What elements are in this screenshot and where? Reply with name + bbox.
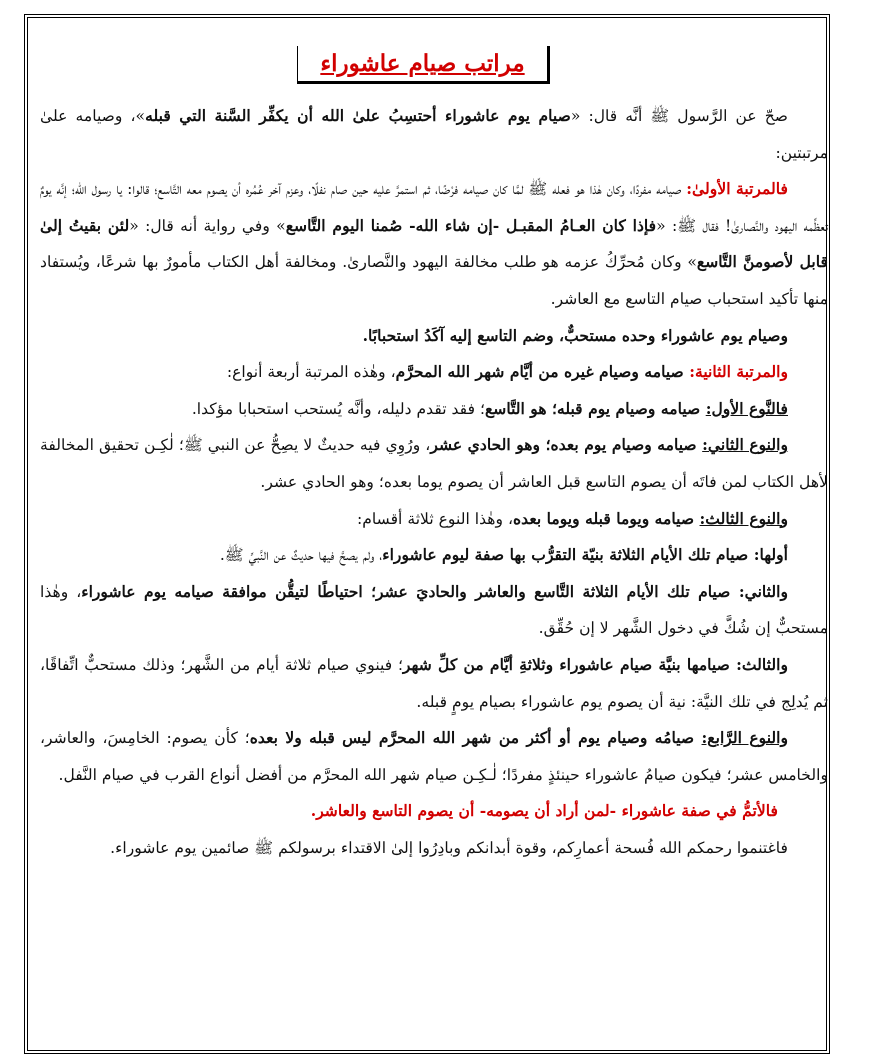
type-one-bold: صيامه وصيام يوم قبله؛ هو التَّاسع [484, 398, 706, 418]
type-four-paragraph [40, 720, 828, 793]
section-two-text: ، وهٰذا مستحبٌّ إن شُكَّ في دخول الشَّهر لا إن حُقِّق. [40, 582, 828, 638]
section-one-bold: صيام تلك الأيام الثلاثة بنيّة التقرُّب بها صفة ليوم عاشوراء [382, 545, 754, 565]
type-four-bold: صيامُه وصيام يوم أو أكثر من شهر الله المحرَّم ليس قبله ولا بعده [249, 728, 702, 748]
section-two-bold: صيام تلك الأيام الثلاثة التَّاسع والعاشر والحاديَ عشر؛ احتياطًا لتيقُّن موافقة صيامه يوم عاشوراء [81, 581, 739, 601]
type-four-label: والنوع الرَّابع: [701, 728, 789, 748]
section-one-label: أولها: [753, 545, 788, 565]
section-two-label: والثاني: [738, 581, 788, 601]
rank-one-paragraph [40, 171, 828, 317]
intro-text-end: »، وصيامه علىٰ مرتبتين: [40, 107, 828, 162]
type-three-bold: صيامه ويوما قبله ويوما بعده [513, 508, 700, 528]
section-three-bold: صيامها بنيَّة صيام عاشوراء وثلاثةِ أيَّام من كلِّ شهر [402, 654, 737, 674]
conclusion: فالأتمُّ في صفة عاشوراء -لمن أراد أن يصومه- أن يصوم التاسع والعاشر. [310, 801, 778, 821]
intro-hadith: صيام يوم عاشوراء أحتسِبُ علىٰ الله أن يكفِّر السَّنة التي قبله [145, 106, 571, 125]
section-two-paragraph [40, 574, 828, 647]
section-one-paragraph [40, 537, 828, 574]
closing-paragraph: فاغتنموا رحمكم الله فُسحة أعمارِكم، وقوة أبدانكم وبادِرُوا إلىٰ الاقتداء برسولكم ﷺ صائمين يوم عاشوراء. [110, 838, 788, 857]
section-three-label: والثالث: [736, 654, 788, 674]
type-one-text: ؛ فقد تقدم دليله، وأنَّه يُستحب استحبابا مؤكدا. [191, 399, 485, 418]
type-one-label: فالنَّوع الأول: [705, 398, 788, 418]
document-body [40, 98, 828, 866]
rank-one-text: صيامه مفردًا، وكان هٰذا هو فعله ﷺ لمَّا كان صيامه فرْضًا، ثم استمرَّ عليه حين صام نفلًا، وعزم آخر عُمُره أن يصوم معه التَّاسع؛ قالوا: يا رسول الله؛ إنَّه يومٌ تعظِّمه اليهود والنَّصارىٰ! فقال ﷺ: « [40, 180, 828, 235]
type-two-bold: صيامه وصيام يوم بعده؛ وهو الحادي عشر [430, 435, 703, 455]
rank-two-paragraph [40, 354, 828, 391]
page-title: مراتب صيام عاشوراء [320, 50, 525, 77]
rank-one-hadith-2: لئن بقيتُ إلىٰ قابل لأصومنَّ التَّاسع [40, 215, 828, 272]
title-box [297, 46, 550, 84]
section-three-text: ؛ فينوي صيام ثلاثة أيام من الشَّهر؛ وذلك مستحبٌّ اتِّفاقًا، ثم يُدلِج في تلك النيَّة: نية أن يصوم يوم عاشوراء بصيام يومٍ قبله. [40, 655, 828, 711]
intro-text: صحّ عن الرَّسول ﷺ أنَّه قال: « [570, 107, 788, 125]
type-two-text: ، ورُوِي فيه حديثٌ لا يصِحُّ عن النبي ﷺ؛ لٰكِـن تحقيق المخالفة لأهل الكتاب لمن فاتَه أن يصوم التاسع قبل العاشر أن يصوم يوما بعده؛ وهو الحادي عشر. [40, 436, 828, 491]
type-one-paragraph [40, 391, 828, 428]
rank-one-hadith-1: فإذا كان العـامُ المقبـل -إن شاء الله- صُمنا اليوم التَّاسع [285, 215, 657, 235]
intro-paragraph [40, 98, 828, 171]
section-one-text: ، ولم يصحَّ فيها حديثٌ عن النَّبيِّ ﷺ. [219, 546, 383, 565]
type-four-text: ؛ كأن يصوم: الخامِسَ، والعاشر، والخامس عشر؛ فيكون صيامُ عاشوراء حينئذٍ مفردًا؛ لٰـكِـن صيام شهر الله المحرَّم من أفضل أنواع القرب في صيام النَّفل. [40, 729, 828, 784]
type-three-paragraph [40, 501, 828, 538]
type-three-text: ، وهٰذا النوع ثلاثة أقسام: [357, 509, 513, 528]
type-two-label: والنوع الثاني: [702, 435, 789, 455]
rank-two-label: والمرتبة الثانية: [689, 362, 788, 382]
type-two-paragraph [40, 427, 828, 500]
section-three-paragraph [40, 647, 828, 720]
rank-one-note: وصيام يوم عاشوراء وحده مستحبٌّ، وضم التاسع إليه آكَدُ استحبابًا. [362, 325, 788, 345]
type-three-label: والنوع الثالث: [699, 508, 788, 528]
rank-two-bold: صيامه وصيام غيره من أيَّام شهر الله المحرَّم [395, 362, 690, 382]
rank-two-text: ، وهٰذه المرتبة أربعة أنواع: [226, 363, 396, 382]
rank-one-text-3: » وكان مُحرِّكُ عزمه هو طلب مخالفة اليهود والنَّصارىٰ. ومخالفة أهل الكتاب مأمورٌ بها شرعًا، ويُستفاد منها تأكيد استحباب صيام التاسع مع العاشر. [40, 253, 828, 308]
rank-one-label: فالمرتبة الأولىٰ: [686, 179, 788, 199]
rank-one-text-2: » وفي رواية أنه قال: « [129, 216, 286, 235]
